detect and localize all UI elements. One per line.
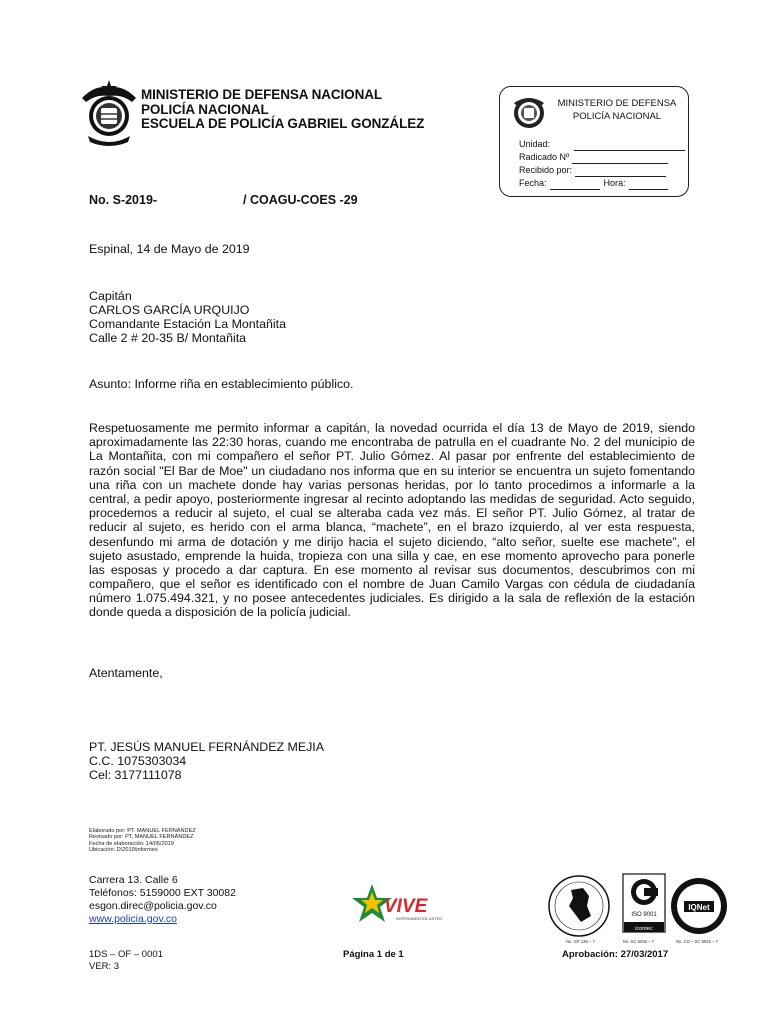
body-line: las esposas y procedo a dar captura. En ese momento al revisar sus documentos, descubrimos con mi: [89, 562, 695, 577]
reception-title-line2: POLICÍA NACIONAL: [572, 111, 662, 122]
body-line: Respetuosamente me permito informar a capitán, la novedad ocurrida el día 13 de Mayo de 2019, siendo: [89, 421, 695, 435]
svg-text:ISO 9001: ISO 9001: [631, 912, 657, 918]
ubicacion: Ubicación: D\2019\informes: [89, 847, 158, 854]
elaborado-por: Elaborado por: PT. MANUEL FERNÁNDEZ: [89, 828, 196, 834]
document-number: [89, 193, 358, 207]
unidad-field[interactable]: [574, 140, 685, 151]
radicado-field[interactable]: [572, 153, 668, 164]
recipient-title: Comandante Estación La Montañita: [89, 317, 286, 331]
body-line: razón social "El Bar de Moe" un ciudadano nos informa que en su interior se encuentra un sujeto fomentando: [89, 463, 695, 478]
cert-code-3: No. CO – SC 6046 – 7: [676, 939, 718, 944]
report-body: [89, 421, 695, 620]
radicado-row: [519, 151, 685, 164]
fecha-elaboracion: Fecha de elaboración: 14/05/2019: [89, 840, 174, 847]
reception-title-line1: MINISTERIO DE DEFENSA: [557, 98, 677, 109]
institution-line-ministry: MINISTERIO DE DEFENSA NACIONAL: [141, 87, 383, 102]
website-link[interactable]: www.policia.gov.co: [89, 913, 177, 925]
institution-line-school: ESCUELA DE POLICÍA GABRIEL GONZÁLEZ: [141, 116, 425, 131]
body-line: una riña con un machete donde hay varias personas heridas, por lo tanto procedimos a informarle a la: [89, 477, 695, 492]
date-line: Espinal, 14 de Mayo de 2019: [89, 242, 250, 256]
hora-label: Hora:: [603, 178, 626, 188]
body-line: compañero, que el señor es identificado con el nombre de Juan Camilo Vargas con cédula de ciudadanía: [89, 577, 695, 592]
recipient-rank: Capitán: [89, 289, 132, 303]
page-number: Página 1 de 1: [343, 949, 404, 960]
hora-field[interactable]: [629, 179, 668, 190]
radicado-label: Radicado Nº: [519, 152, 570, 162]
colombia-map-seal-icon: [549, 876, 609, 936]
vive-star-logo-icon: [352, 882, 447, 930]
signer-phone: Cel: 3177111078: [89, 768, 182, 782]
contact-block: [89, 874, 236, 926]
recibido-label: Recibido por:: [519, 165, 573, 175]
svg-text:icontec: icontec: [635, 926, 653, 932]
document-number-prefix: No. S-2019-: [89, 193, 158, 207]
body-line: reducir al sujeto, es herido con el arma blanca, “machete”, en el brazo izquierdo, al ver esta respuesta,: [89, 520, 695, 535]
recibido-row: [519, 164, 685, 177]
reception-fields: [519, 138, 685, 190]
svg-text:IQNet: IQNet: [688, 903, 710, 912]
body-line: procedemos a reducir al sujeto, el cual se alteraba cada vez más. El señor PT. Julio Gómez, al tratar de: [89, 506, 695, 521]
body-line: número 1.075.494.321, y no posee antecedentes judiciales. Es dirigido a la sala de reflexión de la estación: [89, 591, 695, 606]
recipient-block: [89, 289, 286, 345]
body-line: donde queda a disposición de la policía judicial.: [89, 605, 351, 620]
form-code: 1DS – OF – 0001: [89, 949, 163, 960]
icontec-logo-icon: [623, 874, 665, 932]
form-version: VER: 3: [89, 960, 120, 972]
document-number-suffix: / COAGU-COES -29: [243, 193, 358, 207]
footer-code-block: [89, 949, 163, 972]
elaboration-notes: [89, 828, 196, 854]
recipient-name: CARLOS GARCÍA URQUIJO: [89, 303, 250, 317]
body-line: La Montañita, con mi compañero el señor PT. Julio Gómez. Al pasar por enfrente del establecimiento de: [89, 449, 695, 464]
signer-id: C.C. 1075303034: [89, 754, 187, 768]
iqnet-logo-icon: [671, 878, 727, 934]
svg-text:INSPIRANDO EN USTED: INSPIRANDO EN USTED: [396, 916, 443, 921]
svg-text:VIVE: VIVE: [384, 896, 428, 917]
police-emblem-small-icon: [510, 93, 548, 131]
police-emblem-icon: [78, 78, 140, 148]
approval-date: Aprobación: 27/03/2017: [562, 949, 669, 960]
contact-email[interactable]: esgon.direc@policia.gov.co: [89, 900, 217, 912]
fecha-field[interactable]: [550, 179, 600, 190]
cert-code-1: No. GP 135 – 7: [566, 939, 595, 944]
reception-box-title: [552, 97, 682, 123]
closing: Atentamente,: [89, 666, 163, 680]
institution-line-police: POLICÍA NACIONAL: [141, 101, 269, 117]
certification-logos: [545, 872, 730, 940]
unidad-label: Unidad:: [519, 139, 551, 149]
recipient-address: Calle 2 # 20-35 B/ Montañita: [89, 331, 247, 345]
signer-name: PT. JESÚS MANUEL FERNÁNDEZ MEJIA: [89, 740, 324, 754]
fecha-label: Fecha:: [519, 178, 547, 188]
cert-code-2: No. SC 6046 – 7: [623, 939, 654, 944]
body-line: desenfundo mi arma de dotación y me dirijo hacia el sujeto diciendo, “alto señor, suelte ese machete”, el: [89, 534, 695, 549]
contact-phones: Teléfonos: 5159000 EXT 30082: [89, 887, 236, 899]
fecha-hora-row: [519, 177, 685, 190]
contact-address: Carrera 13. Calle 6: [89, 874, 178, 886]
revisado-por: Revisado por: PT. MANUEL FERNÁNDEZ: [89, 834, 194, 841]
body-line: sujeto asustado, emprende la huida, tropieza con una silla y cae, en ese momento aprovecho para ponerle: [89, 548, 695, 563]
recibido-field[interactable]: [575, 166, 666, 177]
subject-line: Asunto: Informe riña en establecimiento público.: [89, 377, 354, 391]
signature-block: [89, 740, 324, 782]
body-line: central, a pedir apoyo, posteriormente ingresar al recinto adoptando las medidas de seguridad. Acto seguido,: [89, 491, 695, 506]
body-line: aproximadamente las 22:30 horas, cuando me encontraba de patrulla en el cuadrante No. 2 del municipio de: [89, 435, 695, 450]
institution-heading: [141, 88, 424, 132]
unidad-row: [519, 138, 685, 151]
